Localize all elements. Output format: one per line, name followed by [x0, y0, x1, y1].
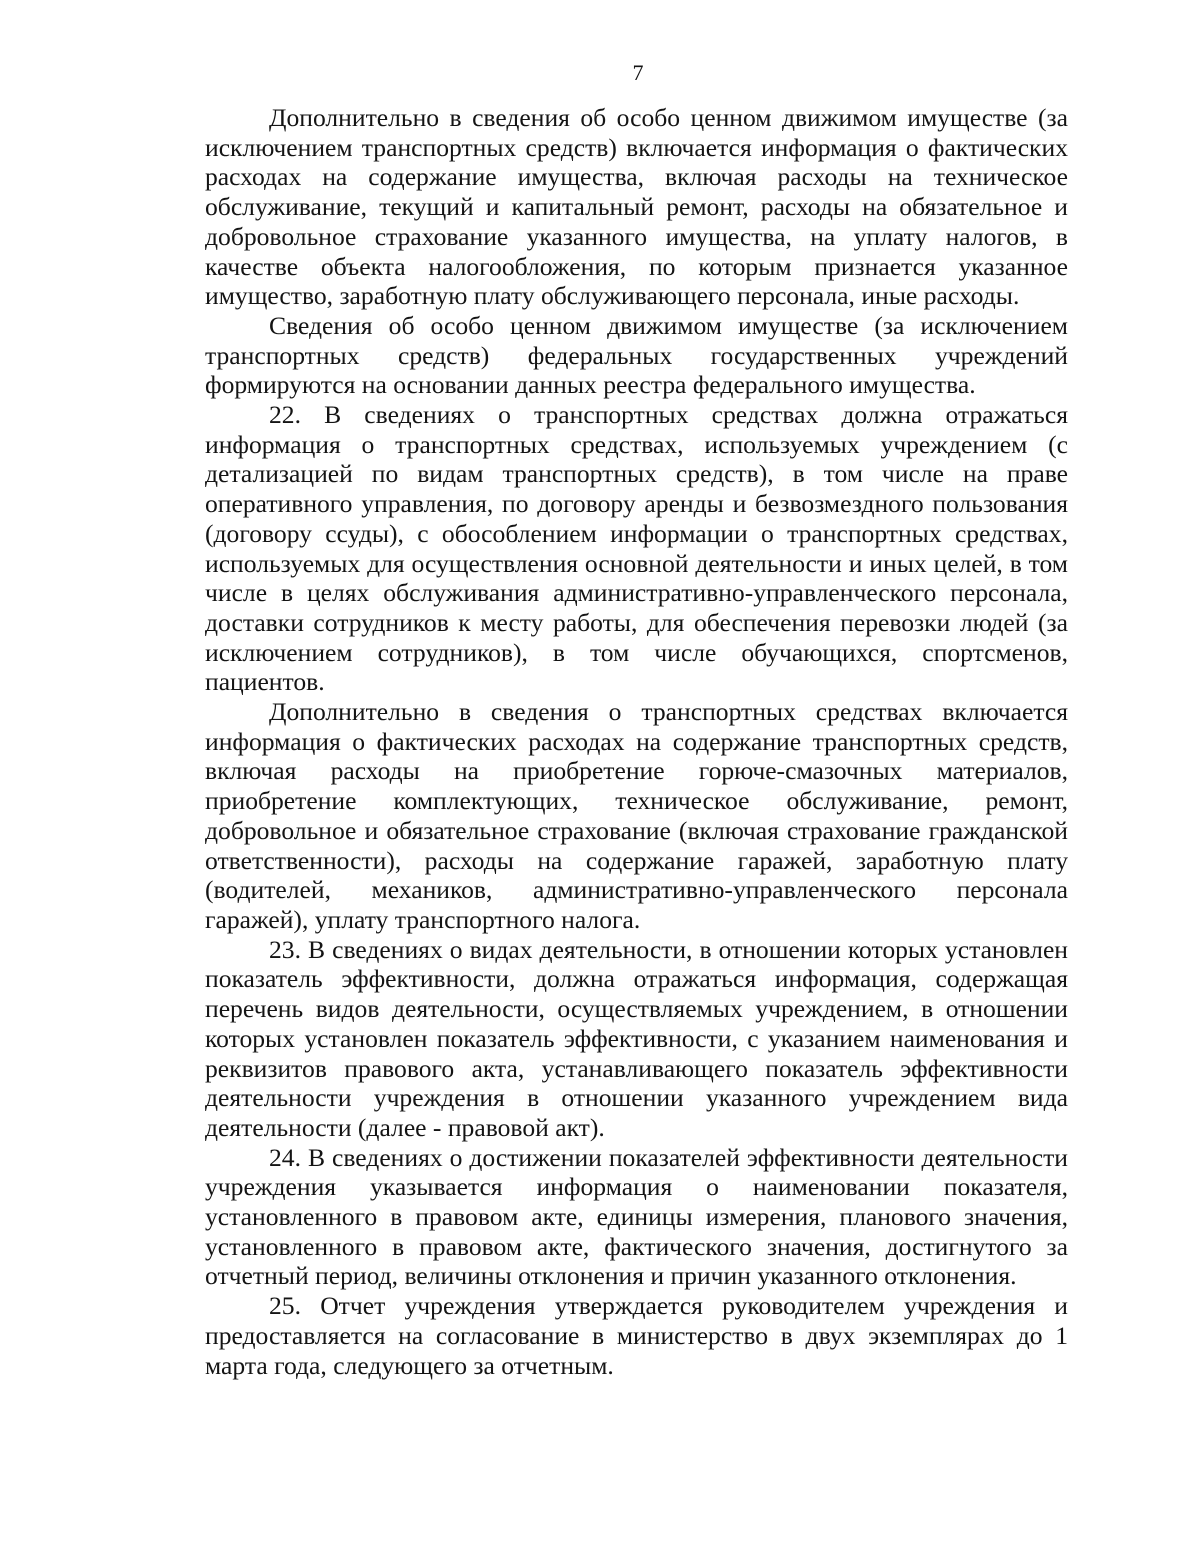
paragraph-23-activities: 23. В сведениях о видах деятельности, в отношении которых установлен показатель эффективности, должна отражаться информация, содержащая перечень видов деятельности, осуществляемых учреждением, в отношении которых установлен показатель эффективности, с указанием наименования и реквизитов правового акта, устанавливающего показатель эффективности деятельности учреждения в отношении указанного учреждением вида деятельности (далее - правовой акт). [205, 934, 1068, 1142]
paragraph-ocdi-registry: Сведения об особо ценном движимом имуществе (за исключением транспортных средств) федеральных государственных учреждений формируются на основании данных реестра федерального имущества. [205, 310, 1068, 400]
paragraph-ocdi-expenses: Дополнительно в сведения об особо ценном движимом имуществе (за исключением транспортных средств) включается информация о фактических расходах на содержание имущества, включая расходы на техническое обслуживание, текущий и капитальный ремонт, расходы на обязательное и добровольное страхование указанного имущества, на уплату налогов, в качестве объекта налогообложения, по которым признается указанное имущество, заработную плату обслуживающего персонала, иные расходы. [205, 103, 1068, 311]
paragraph-vehicle-expenses: Дополнительно в сведения о транспортных средствах включается информация о фактических расходах на содержание транспортных средств, включая расходы на приобретение горюче-смазочных материалов, приобретение комплектующих, техническое обслуживание, ремонт, добровольное и обязательное страхование (включая страхование гражданской ответственности), расходы на содержание гаражей, заработную плату (водителей, механиков, административно-управленческого персонала гаражей), уплату транспортного налога. [205, 697, 1068, 934]
paragraph-24-indicators: 24. В сведениях о достижении показателей эффективности деятельности учреждения указывается информация о наименовании показателя, установленного в правовом акте, единицы измерения, планового значения, установленного в правовом акте, фактического значения, достигнутого за отчетный период, величины отклонения и причин указанного отклонения. [205, 1142, 1068, 1291]
paragraph-22-vehicles: 22. В сведениях о транспортных средствах должна отражаться информация о транспортных средствах, используемых учреждением (с детализацией по видам транспортных средств), в том числе на праве оперативного управления, по договору аренды и безвозмездного пользования (договору ссуды), с обособлением информации о транспортных средствах, используемых для осуществления основной деятельности и иных целей, в том числе в целях обслуживания административно-управленческого персонала, доставки сотрудников к месту работы, для обеспечения перевозки людей (за исключением сотрудников), в том числе обучающихся, спортсменов, пациентов. [205, 400, 1068, 697]
page-number: 7 [632, 60, 644, 85]
paragraph-25-approval: 25. Отчет учреждения утверждается руководителем учреждения и предоставляется на согласование в министерство в двух экземплярах до 1 марта года, следующего за отчетным. [205, 1291, 1068, 1380]
document-body [205, 103, 1068, 1380]
